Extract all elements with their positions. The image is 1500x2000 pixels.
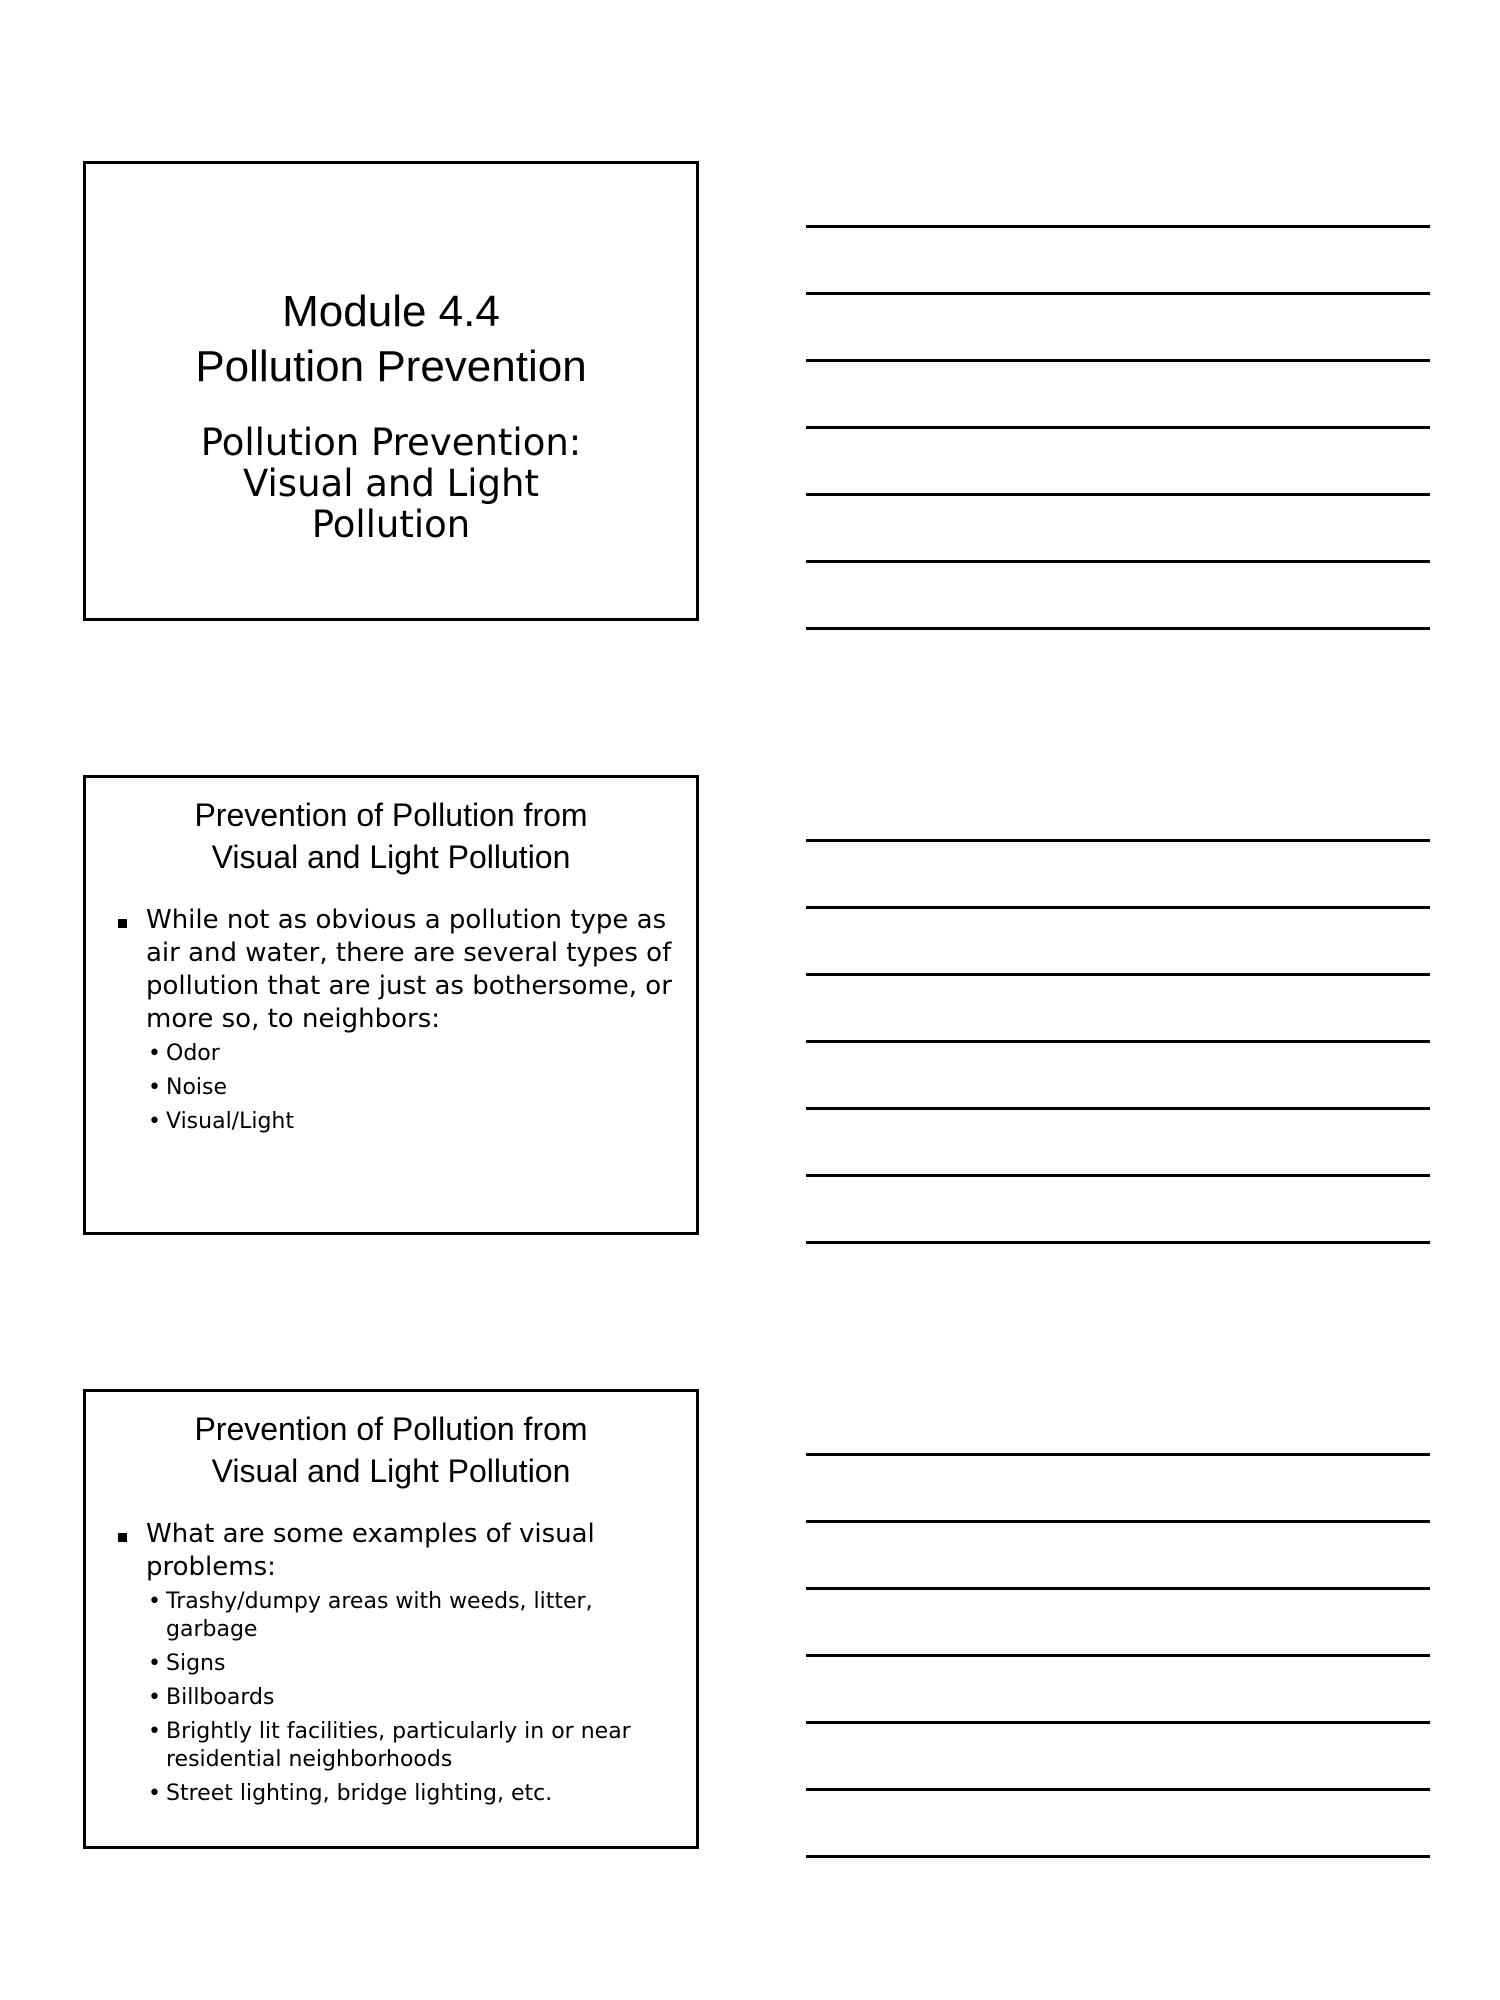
note-line [806, 1040, 1430, 1043]
note-line [806, 1107, 1430, 1110]
note-line [806, 1453, 1430, 1456]
heading-line: Prevention of Pollution from [194, 797, 588, 833]
sub-bullet-item: • Visual/Light [146, 1108, 676, 1136]
heading-line: Visual and Light Pollution [211, 1453, 571, 1489]
note-line [806, 627, 1430, 630]
sub-bullet-list [146, 1040, 676, 1136]
note-line [806, 1587, 1430, 1590]
note-line [806, 359, 1430, 362]
slide-3-heading [86, 1408, 696, 1492]
note-line [806, 1174, 1430, 1177]
bullet-text: While not as obvious a pollution type as air and water, there are several types of pollution that are just as bothersome, or more so, to neighbors: [146, 905, 672, 1034]
sub-bullet-item: • Trashy/dumpy areas with weeds, litter, garbage [146, 1588, 676, 1644]
main-title-line: Pollution Prevention [195, 342, 587, 391]
sub-bullet-item: • Odor [146, 1040, 676, 1068]
sub-bullet-item: • Billboards [146, 1684, 676, 1712]
notes-lines-2 [806, 839, 1430, 1308]
notes-lines-3 [806, 1453, 1430, 1922]
note-line [806, 426, 1430, 429]
slide-2-bullets [116, 904, 676, 1142]
note-line [806, 292, 1430, 295]
slide-3 [83, 1389, 699, 1849]
note-line [806, 493, 1430, 496]
sub-bullet-list [146, 1588, 676, 1808]
slide-3-bullets [116, 1518, 676, 1814]
slide-2-heading [86, 794, 696, 878]
note-line [806, 973, 1430, 976]
sub-title-line: Pollution Prevention: [200, 421, 582, 464]
bullet-text: What are some examples of visual problems: [146, 1519, 595, 1582]
heading-line: Visual and Light Pollution [211, 839, 571, 875]
sub-title-line: Visual and Light [243, 462, 539, 505]
note-line [806, 1241, 1430, 1244]
note-line [806, 906, 1430, 909]
sub-bullet-item: • Noise [146, 1074, 676, 1102]
sub-bullet-item: • Street lighting, bridge lighting, etc. [146, 1780, 676, 1808]
slide-1-sub-title [86, 422, 696, 545]
slide-1-main-title [86, 284, 696, 394]
note-line [806, 1654, 1430, 1657]
notes-lines-1 [806, 225, 1430, 694]
bullet-item [116, 1518, 676, 1808]
sub-bullet-item: • Brightly lit facilities, particularly in or near residential neighborhoods [146, 1718, 676, 1774]
note-line [806, 225, 1430, 228]
note-line [806, 1721, 1430, 1724]
slide-1-title-block [86, 284, 696, 545]
note-line [806, 1855, 1430, 1858]
slide-1 [83, 161, 699, 621]
sub-title-line: Pollution [311, 503, 471, 546]
slide-2 [83, 775, 699, 1235]
note-line [806, 560, 1430, 563]
note-line [806, 839, 1430, 842]
main-title-line: Module 4.4 [282, 287, 500, 336]
note-line [806, 1788, 1430, 1791]
note-line [806, 1520, 1430, 1523]
heading-line: Prevention of Pollution from [194, 1411, 588, 1447]
bullet-item [116, 904, 676, 1136]
sub-bullet-item: • Signs [146, 1650, 676, 1678]
